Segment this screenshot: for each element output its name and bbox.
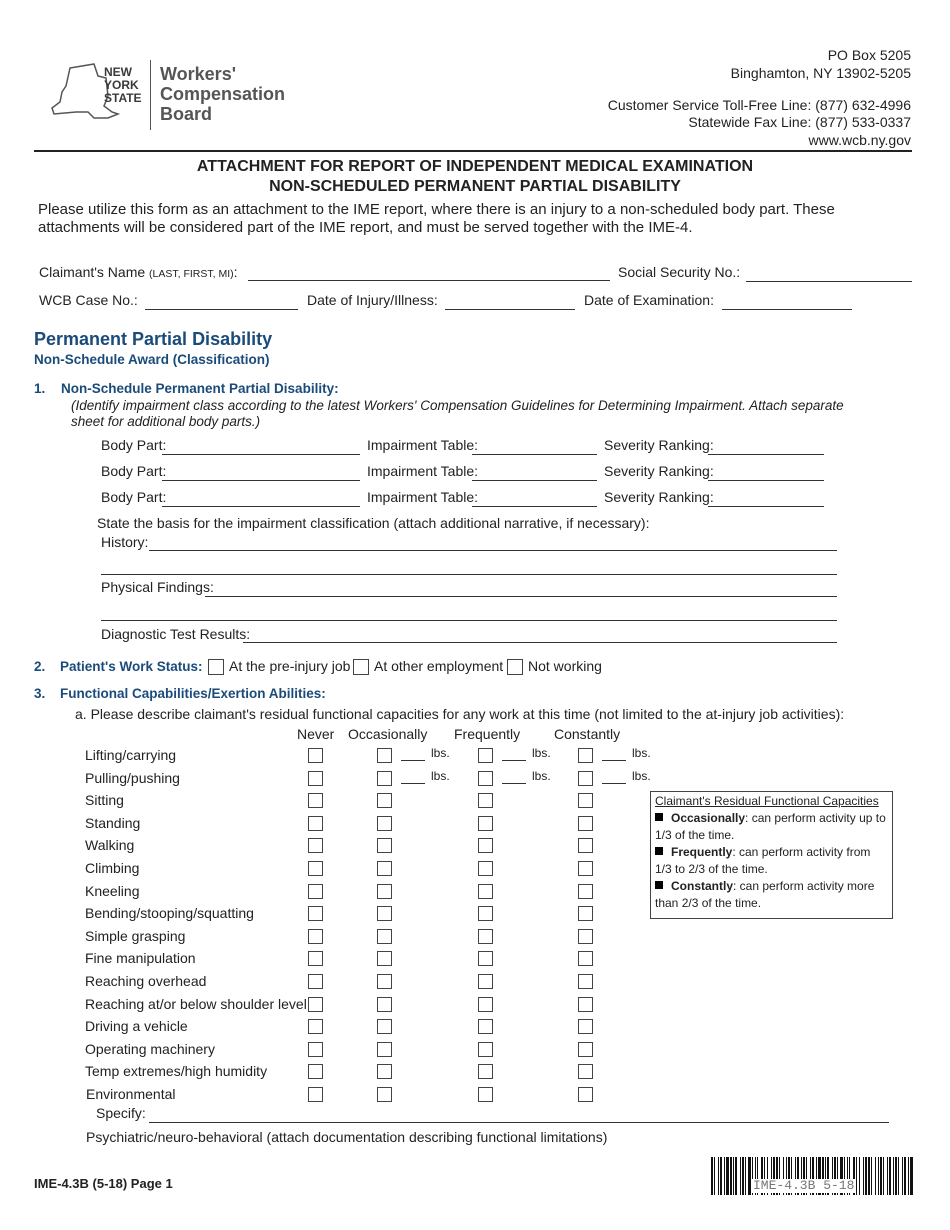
barcode-bar bbox=[865, 1157, 867, 1195]
constantly-checkbox[interactable] bbox=[578, 929, 593, 944]
capacity-row-label: Pulling/pushing bbox=[85, 769, 180, 786]
lbs-unit: lbs. bbox=[532, 746, 551, 760]
frequently-checkbox[interactable] bbox=[478, 974, 493, 989]
frequently-checkbox[interactable] bbox=[478, 951, 493, 966]
barcode-bar bbox=[910, 1157, 913, 1195]
frequently-checkbox[interactable] bbox=[478, 793, 493, 808]
lbs-field[interactable] bbox=[602, 783, 626, 784]
column-constantly: Constantly bbox=[554, 726, 621, 742]
capacity-row-label: Temp extremes/high humidity bbox=[85, 1063, 268, 1080]
address-line: PO Box 5205 bbox=[827, 47, 911, 63]
legend-item bbox=[655, 844, 888, 878]
occasionally-checkbox[interactable] bbox=[377, 929, 392, 944]
exam-date-label: Date of Examination: bbox=[584, 292, 714, 308]
q1-number: 1. bbox=[34, 381, 46, 396]
frequently-checkbox[interactable] bbox=[478, 997, 493, 1012]
occasionally-checkbox[interactable] bbox=[377, 974, 392, 989]
barcode bbox=[711, 1157, 913, 1195]
frequently-checkbox[interactable] bbox=[478, 884, 493, 899]
constantly-checkbox[interactable] bbox=[578, 861, 593, 876]
psych-text: Psychiatric/neuro-behavioral (attach documentation describing functional limitations) bbox=[86, 1129, 608, 1145]
history-label: History: bbox=[101, 534, 149, 550]
frequently-checkbox[interactable] bbox=[478, 748, 493, 763]
logo bbox=[34, 58, 289, 130]
occasionally-checkbox[interactable] bbox=[377, 771, 392, 786]
barcode-bar bbox=[714, 1157, 715, 1195]
capacity-row-label: Bending/stooping/squatting bbox=[85, 905, 254, 922]
legend-term: Frequently bbox=[671, 845, 733, 859]
q3-title: Functional Capabilities/Exertion Abilities: bbox=[60, 686, 326, 701]
lbs-unit: lbs. bbox=[532, 768, 551, 783]
injury-date-field[interactable] bbox=[445, 309, 575, 310]
diagnostic-field[interactable] bbox=[243, 642, 837, 643]
severity-ranking-field[interactable] bbox=[708, 480, 824, 481]
legend-item bbox=[655, 878, 888, 912]
physical-findings-label: Physical Findings: bbox=[101, 579, 214, 595]
constantly-checkbox[interactable] bbox=[578, 951, 593, 966]
capacity-row-label: Operating machinery bbox=[85, 1040, 215, 1057]
severity-ranking-field[interactable] bbox=[708, 454, 824, 455]
occasionally-checkbox[interactable] bbox=[377, 748, 392, 763]
frequently-checkbox[interactable] bbox=[478, 1087, 493, 1102]
barcode-bar bbox=[889, 1157, 891, 1195]
frequently-checkbox[interactable] bbox=[478, 1019, 493, 1034]
constantly-checkbox[interactable] bbox=[578, 1064, 593, 1079]
frequently-checkbox[interactable] bbox=[478, 771, 493, 786]
other-employment-label: At other employment bbox=[374, 658, 504, 674]
form-id: IME-4.3B (5-18) Page 1 bbox=[34, 1176, 173, 1191]
capacity-legend bbox=[650, 791, 893, 919]
barcode-bar bbox=[733, 1157, 734, 1195]
diagnostic-label: Diagnostic Test Results: bbox=[101, 626, 251, 642]
barcode-bar bbox=[878, 1157, 879, 1195]
severity-ranking-label: Severity Ranking: bbox=[604, 463, 714, 479]
lbs-field[interactable] bbox=[401, 783, 425, 784]
q3a-text: a. Please describe claimant's residual functional capacities for any work at this time (not limited to the at-injury job activities): bbox=[75, 706, 845, 722]
section-subtitle: Non-Schedule Award (Classification) bbox=[34, 352, 270, 367]
body-part-label: Body Part: bbox=[101, 463, 167, 479]
impairment-table-label: Impairment Table: bbox=[367, 463, 479, 479]
claimant-name-field[interactable] bbox=[248, 280, 610, 281]
barcode-bar bbox=[730, 1157, 732, 1195]
never-checkbox[interactable] bbox=[308, 929, 323, 944]
constantly-checkbox[interactable] bbox=[578, 771, 593, 786]
constantly-checkbox[interactable] bbox=[578, 793, 593, 808]
constantly-checkbox[interactable] bbox=[578, 816, 593, 831]
capacity-row-label: Driving a vehicle bbox=[85, 1018, 188, 1035]
never-checkbox[interactable] bbox=[308, 816, 323, 831]
never-checkbox[interactable] bbox=[308, 793, 323, 808]
logo-mark-line: STATE bbox=[104, 91, 142, 105]
occasionally-checkbox[interactable] bbox=[377, 861, 392, 876]
column-occasionally: Occasionally bbox=[348, 726, 428, 742]
constantly-checkbox[interactable] bbox=[578, 884, 593, 899]
frequently-checkbox[interactable] bbox=[478, 838, 493, 853]
constantly-checkbox[interactable] bbox=[578, 906, 593, 921]
square-bullet-icon bbox=[655, 813, 663, 821]
claimant-name-hint: (LAST, FIRST, MI) bbox=[149, 268, 234, 280]
barcode-bar bbox=[868, 1157, 870, 1195]
barcode-bar bbox=[724, 1157, 725, 1195]
square-bullet-icon bbox=[655, 881, 663, 889]
address-line: Binghamton, NY 13902-5205 bbox=[730, 65, 911, 81]
occasionally-checkbox[interactable] bbox=[377, 816, 392, 831]
barcode-bar bbox=[711, 1157, 713, 1195]
barcode-bar bbox=[898, 1157, 899, 1195]
never-checkbox[interactable] bbox=[308, 1064, 323, 1079]
q2-number: 2. bbox=[34, 659, 46, 674]
case-number-field[interactable] bbox=[145, 309, 298, 310]
barcode-bar bbox=[742, 1157, 744, 1195]
pre-injury-job-label: At the pre-injury job bbox=[229, 658, 351, 674]
constantly-checkbox[interactable] bbox=[578, 1042, 593, 1057]
barcode-bar bbox=[735, 1157, 737, 1195]
impairment-table-field[interactable] bbox=[472, 480, 597, 481]
legend-item bbox=[655, 810, 888, 844]
body-part-label: Body Part: bbox=[101, 437, 167, 453]
never-checkbox[interactable] bbox=[308, 748, 323, 763]
severity-ranking-label: Severity Ranking: bbox=[604, 437, 714, 453]
barcode-bar bbox=[863, 1157, 864, 1195]
lbs-field[interactable] bbox=[502, 783, 526, 784]
never-checkbox[interactable] bbox=[308, 1019, 323, 1034]
never-checkbox[interactable] bbox=[308, 838, 323, 853]
q1-title: Non-Schedule Permanent Partial Disability: bbox=[61, 381, 339, 396]
logo-mark-line: NEW bbox=[104, 65, 132, 79]
square-bullet-icon bbox=[655, 847, 663, 855]
legend-desc: : can perform activity more than 2/3 of the time. bbox=[655, 879, 875, 910]
occasionally-checkbox[interactable] bbox=[377, 1042, 392, 1057]
history-field-line2[interactable] bbox=[101, 574, 837, 575]
injury-date-label: Date of Injury/Illness: bbox=[307, 292, 438, 308]
frequently-checkbox[interactable] bbox=[478, 929, 493, 944]
specify-field[interactable] bbox=[149, 1122, 889, 1123]
never-checkbox[interactable] bbox=[308, 906, 323, 921]
occasionally-checkbox[interactable] bbox=[377, 951, 392, 966]
never-checkbox[interactable] bbox=[308, 1042, 323, 1057]
logo-text-line: Workers' bbox=[160, 64, 236, 84]
logo-mark-line: YORK bbox=[104, 78, 139, 92]
lbs-unit: lbs. bbox=[431, 746, 450, 760]
occasionally-checkbox[interactable] bbox=[377, 884, 392, 899]
capacity-row-label: Walking bbox=[85, 837, 135, 854]
form-title-line: NON-SCHEDULED PERMANENT PARTIAL DISABILITY bbox=[269, 178, 681, 195]
legend-desc: : can perform activity from 1/3 to 2/3 of the time. bbox=[655, 845, 871, 876]
never-checkbox[interactable] bbox=[308, 997, 323, 1012]
constantly-checkbox[interactable] bbox=[578, 997, 593, 1012]
capacity-row-label: Climbing bbox=[85, 860, 140, 876]
capacity-row-label: Fine manipulation bbox=[85, 950, 196, 967]
barcode-bar bbox=[875, 1157, 876, 1195]
legend-term: Occasionally bbox=[671, 811, 746, 825]
ssn-field[interactable] bbox=[746, 281, 912, 282]
physical-findings-field[interactable] bbox=[205, 596, 837, 597]
barcode-bar bbox=[859, 1157, 860, 1195]
history-field[interactable] bbox=[149, 550, 837, 551]
occasionally-checkbox[interactable] bbox=[377, 997, 392, 1012]
website-link[interactable]: www.wcb.ny.gov bbox=[808, 132, 911, 148]
physical-findings-field-line2[interactable] bbox=[101, 620, 837, 621]
capacity-row-label: Sitting bbox=[85, 792, 124, 809]
occasionally-checkbox[interactable] bbox=[377, 1087, 392, 1102]
column-frequently: Frequently bbox=[454, 726, 521, 742]
lbs-field[interactable] bbox=[602, 760, 626, 761]
pre-injury-job-checkbox[interactable] bbox=[208, 659, 224, 675]
legend-title: Claimant's Residual Functional Capacities bbox=[655, 794, 879, 808]
barcode-bar bbox=[904, 1157, 906, 1195]
occasionally-checkbox[interactable] bbox=[377, 906, 392, 921]
capacity-row-label: Reaching overhead bbox=[85, 973, 207, 989]
header-divider bbox=[34, 150, 912, 152]
constantly-checkbox[interactable] bbox=[578, 748, 593, 763]
intro-text: Please utilize this form as an attachment to the IME report, where there is an injury to a non-scheduled body part. These attachments will be considered part of the IME report, and must be served together with the IME-4. bbox=[38, 201, 835, 236]
capacity-row-label: Kneeling bbox=[85, 882, 140, 899]
form-title-line: ATTACHMENT FOR REPORT OF INDEPENDENT MEDICAL EXAMINATION bbox=[196, 158, 754, 175]
barcode-bar bbox=[720, 1157, 722, 1195]
never-checkbox[interactable] bbox=[308, 861, 323, 876]
lbs-unit: lbs. bbox=[431, 768, 450, 783]
section-title: Permanent Partial Disability bbox=[34, 329, 273, 349]
capacity-row-label: Simple grasping bbox=[85, 927, 186, 944]
frequently-checkbox[interactable] bbox=[478, 906, 493, 921]
constantly-checkbox[interactable] bbox=[578, 1087, 593, 1102]
basis-label: State the basis for the impairment classification (attach additional narrative, if necessary): bbox=[97, 515, 650, 531]
ssn-label: Social Security No.: bbox=[618, 264, 741, 280]
capacity-row-label: Standing bbox=[85, 814, 141, 831]
body-part-label: Body Part: bbox=[101, 489, 167, 505]
barcode-bar bbox=[871, 1157, 872, 1195]
legend-desc: : can perform activity up to 1/3 of the time. bbox=[655, 811, 886, 842]
impairment-table-field[interactable] bbox=[472, 454, 597, 455]
q3-number: 3. bbox=[34, 686, 46, 701]
barcode-bar bbox=[895, 1157, 897, 1195]
logo-text-line: Compensation bbox=[160, 84, 286, 104]
barcode-bar bbox=[745, 1157, 746, 1195]
occasionally-checkbox[interactable] bbox=[377, 838, 392, 853]
capacity-row-label: Reaching at/or below shoulder level bbox=[85, 995, 307, 1012]
body-part-field[interactable] bbox=[162, 454, 360, 455]
impairment-table-label: Impairment Table: bbox=[367, 489, 479, 505]
frequently-checkbox[interactable] bbox=[478, 1064, 493, 1079]
lbs-unit: lbs. bbox=[632, 768, 651, 783]
severity-ranking-label: Severity Ranking: bbox=[604, 489, 714, 505]
lbs-field[interactable] bbox=[502, 760, 526, 761]
barcode-bar bbox=[893, 1157, 894, 1195]
q1-note: (Identify impairment class according to the latest Workers' Compensation Guidelines for Determining Impairment. Attach separate sheet for additional body parts.) bbox=[71, 398, 844, 429]
frequently-checkbox[interactable] bbox=[478, 861, 493, 876]
constantly-checkbox[interactable] bbox=[578, 1019, 593, 1034]
never-checkbox[interactable] bbox=[308, 884, 323, 899]
barcode-bar bbox=[726, 1157, 729, 1195]
barcode-bar bbox=[887, 1157, 888, 1195]
constantly-checkbox[interactable] bbox=[578, 838, 593, 853]
never-checkbox[interactable] bbox=[308, 771, 323, 786]
specify-label: Specify: bbox=[96, 1105, 146, 1121]
contact-line: Statewide Fax Line: (877) 533-0337 bbox=[688, 114, 911, 130]
impairment-table-label: Impairment Table: bbox=[367, 437, 479, 453]
lbs-unit: lbs. bbox=[632, 746, 651, 760]
barcode-bar bbox=[740, 1157, 741, 1195]
capacity-row-label: Lifting/carrying bbox=[85, 747, 177, 763]
not-working-label: Not working bbox=[528, 658, 602, 674]
body-part-field[interactable] bbox=[162, 506, 360, 507]
severity-ranking-field[interactable] bbox=[708, 506, 824, 507]
impairment-table-field[interactable] bbox=[472, 506, 597, 507]
barcode-bar bbox=[880, 1157, 882, 1195]
claimant-name-label: Claimant's Name (LAST, FIRST, MI): bbox=[39, 264, 238, 280]
logo-text-line: Board bbox=[160, 104, 213, 124]
case-number-label: WCB Case No.: bbox=[39, 292, 138, 308]
contact-line: Customer Service Toll-Free Line: (877) 632-4996 bbox=[607, 97, 911, 113]
barcode-bar bbox=[883, 1157, 884, 1195]
q2-title: Patient's Work Status: bbox=[60, 659, 203, 674]
lbs-field[interactable] bbox=[401, 760, 425, 761]
claimant-name-label-text: Claimant's Name bbox=[39, 264, 146, 280]
not-working-checkbox[interactable] bbox=[507, 659, 523, 675]
form-title bbox=[0, 157, 950, 197]
occasionally-checkbox[interactable] bbox=[377, 1064, 392, 1079]
legend-term: Constantly bbox=[671, 879, 734, 893]
occasionally-checkbox[interactable] bbox=[377, 793, 392, 808]
frequently-checkbox[interactable] bbox=[478, 816, 493, 831]
other-employment-checkbox[interactable] bbox=[353, 659, 369, 675]
barcode-text: IME-4.3B 5-18 bbox=[753, 1178, 855, 1193]
column-never: Never bbox=[297, 726, 335, 742]
exam-date-field[interactable] bbox=[722, 309, 852, 310]
never-checkbox[interactable] bbox=[308, 974, 323, 989]
barcode-bar bbox=[902, 1157, 903, 1195]
constantly-checkbox[interactable] bbox=[578, 974, 593, 989]
body-part-field[interactable] bbox=[162, 480, 360, 481]
capacity-row-label: Environmental bbox=[86, 1086, 176, 1102]
frequently-checkbox[interactable] bbox=[478, 1042, 493, 1057]
never-checkbox[interactable] bbox=[308, 951, 323, 966]
never-checkbox[interactable] bbox=[308, 1087, 323, 1102]
barcode-bar bbox=[718, 1157, 719, 1195]
barcode-bar bbox=[908, 1157, 909, 1195]
occasionally-checkbox[interactable] bbox=[377, 1019, 392, 1034]
